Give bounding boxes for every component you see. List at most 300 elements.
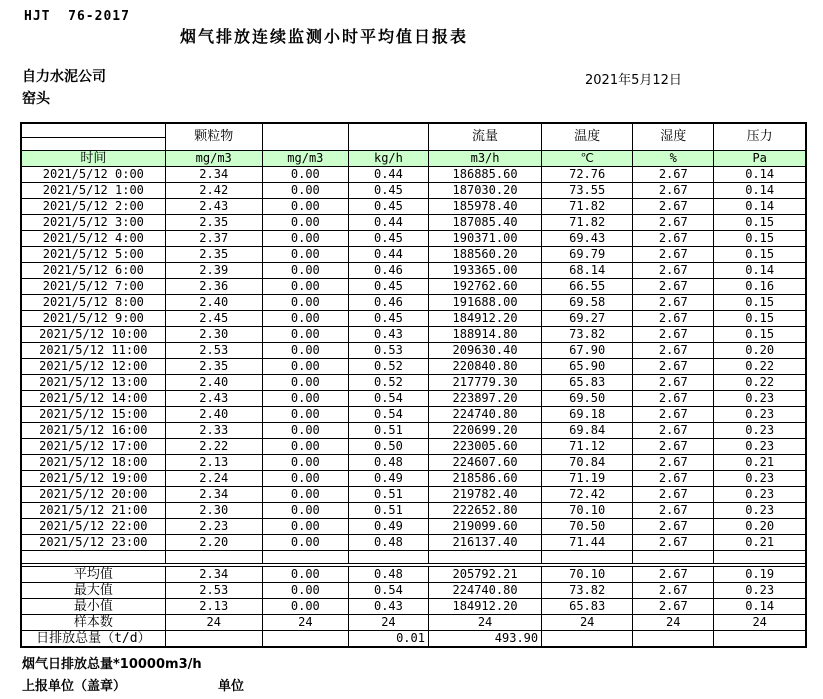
value-cell: 220840.80 xyxy=(428,359,541,375)
value-cell: 2.40 xyxy=(165,375,262,391)
value-cell: 187085.40 xyxy=(428,215,541,231)
value-cell: 2.67 xyxy=(633,423,714,439)
value-cell: 0.00 xyxy=(262,423,348,439)
summary-row xyxy=(21,631,806,648)
value-cell: 69.43 xyxy=(542,231,633,247)
report-table xyxy=(20,122,807,648)
value-cell: 2.67 xyxy=(633,247,714,263)
value-cell: 70.50 xyxy=(542,519,633,535)
summary-value-cell: 0.14 xyxy=(714,599,806,615)
summary-value-cell: 0.01 xyxy=(348,631,428,648)
summary-value-cell: 0.00 xyxy=(262,567,348,583)
table-header xyxy=(21,123,806,167)
time-header: 时间 xyxy=(21,151,165,167)
value-cell: 0.15 xyxy=(714,295,806,311)
value-cell: 0.00 xyxy=(262,295,348,311)
value-cell: 0.23 xyxy=(714,391,806,407)
value-cell: 0.00 xyxy=(262,375,348,391)
time-cell: 2021/5/12 18:00 xyxy=(21,455,165,471)
value-cell: 0.45 xyxy=(348,183,428,199)
value-cell: 0.00 xyxy=(262,359,348,375)
value-cell: 224607.60 xyxy=(428,455,541,471)
table-row xyxy=(21,215,806,231)
value-cell: 2.67 xyxy=(633,407,714,423)
value-cell: 2.33 xyxy=(165,423,262,439)
value-cell: 0.15 xyxy=(714,311,806,327)
value-cell: 2.43 xyxy=(165,199,262,215)
value-cell: 72.76 xyxy=(542,167,633,183)
value-cell: 2.67 xyxy=(633,215,714,231)
summary-value-cell: 24 xyxy=(542,615,633,631)
summary-label: 样本数 xyxy=(21,615,165,631)
value-cell: 0.00 xyxy=(262,343,348,359)
summary-row xyxy=(21,599,806,615)
value-cell: 2.35 xyxy=(165,215,262,231)
value-cell: 2.67 xyxy=(633,471,714,487)
summary-value-cell: 224740.80 xyxy=(428,583,541,599)
time-cell: 2021/5/12 19:00 xyxy=(21,471,165,487)
value-cell: 2.45 xyxy=(165,311,262,327)
summary-value-cell: 24 xyxy=(633,615,714,631)
value-cell: 2.35 xyxy=(165,247,262,263)
time-cell: 2021/5/12 12:00 xyxy=(21,359,165,375)
value-cell: 0.52 xyxy=(348,375,428,391)
summary-value-cell: 493.90 xyxy=(428,631,541,648)
summary-value-cell xyxy=(165,631,262,648)
time-cell: 2021/5/12 21:00 xyxy=(21,503,165,519)
value-cell: 0.00 xyxy=(262,519,348,535)
time-cell: 2021/5/12 0:00 xyxy=(21,167,165,183)
value-cell: 0.00 xyxy=(262,279,348,295)
summary-row xyxy=(21,583,806,599)
value-cell: 185978.40 xyxy=(428,199,541,215)
table-row xyxy=(21,519,806,535)
table-row xyxy=(21,311,806,327)
summary-row xyxy=(21,615,806,631)
value-cell: 71.12 xyxy=(542,439,633,455)
value-cell: 0.51 xyxy=(348,503,428,519)
blank-cell xyxy=(262,551,348,564)
value-cell: 2.22 xyxy=(165,439,262,455)
company-name: 自力水泥公司 xyxy=(22,69,106,85)
value-cell: 0.44 xyxy=(348,247,428,263)
value-cell: 2.40 xyxy=(165,407,262,423)
time-cell: 2021/5/12 20:00 xyxy=(21,487,165,503)
value-cell: 2.42 xyxy=(165,183,262,199)
value-cell: 0.16 xyxy=(714,279,806,295)
value-cell: 69.79 xyxy=(542,247,633,263)
value-cell: 0.45 xyxy=(348,231,428,247)
value-cell: 223897.20 xyxy=(428,391,541,407)
value-cell: 70.10 xyxy=(542,503,633,519)
page-title: 烟气排放连续监测小时平均值日报表 xyxy=(180,27,469,46)
value-cell: 2.53 xyxy=(165,343,262,359)
table-row xyxy=(21,279,806,295)
blank-cell xyxy=(21,551,165,564)
time-cell: 2021/5/12 15:00 xyxy=(21,407,165,423)
summary-value-cell: 24 xyxy=(165,615,262,631)
value-cell: 2.67 xyxy=(633,295,714,311)
value-cell: 2.43 xyxy=(165,391,262,407)
value-cell: 0.20 xyxy=(714,343,806,359)
time-cell: 2021/5/12 6:00 xyxy=(21,263,165,279)
summary-label: 平均值 xyxy=(21,567,165,583)
value-cell: 0.22 xyxy=(714,359,806,375)
summary-value-cell xyxy=(542,631,633,648)
value-cell: 2.67 xyxy=(633,343,714,359)
value-cell: 0.00 xyxy=(262,183,348,199)
value-cell: 0.00 xyxy=(262,215,348,231)
value-cell: 69.58 xyxy=(542,295,633,311)
value-cell: 0.15 xyxy=(714,327,806,343)
summary-value-cell: 65.83 xyxy=(542,599,633,615)
value-cell: 0.45 xyxy=(348,279,428,295)
table-row xyxy=(21,343,806,359)
blank-cell xyxy=(633,551,714,564)
summary-value-cell: 73.82 xyxy=(542,583,633,599)
summary-value-cell: 0.23 xyxy=(714,583,806,599)
standard-code: HJT 76-2017 xyxy=(24,9,130,24)
value-cell: 2.67 xyxy=(633,487,714,503)
summary-value-cell: 0.48 xyxy=(348,567,428,583)
summary-label: 最大值 xyxy=(21,583,165,599)
table-row xyxy=(21,247,806,263)
table-row xyxy=(21,471,806,487)
summary-value-cell: 2.13 xyxy=(165,599,262,615)
value-cell: 2.67 xyxy=(633,359,714,375)
value-cell: 67.90 xyxy=(542,343,633,359)
value-cell: 2.40 xyxy=(165,295,262,311)
summary-row xyxy=(21,567,806,583)
value-cell: 2.20 xyxy=(165,535,262,551)
value-cell: 0.00 xyxy=(262,327,348,343)
value-cell: 2.67 xyxy=(633,519,714,535)
value-cell: 2.34 xyxy=(165,487,262,503)
summary-value-cell: 2.67 xyxy=(633,599,714,615)
value-cell: 0.00 xyxy=(262,199,348,215)
value-cell: 2.67 xyxy=(633,503,714,519)
header-temperature: 温度 xyxy=(542,123,633,151)
unit-celsius: ℃ xyxy=(542,151,633,167)
value-cell: 2.36 xyxy=(165,279,262,295)
station-name: 窑头 xyxy=(22,91,50,107)
value-cell: 71.82 xyxy=(542,215,633,231)
summary-value-cell xyxy=(633,631,714,648)
value-cell: 69.84 xyxy=(542,423,633,439)
value-cell: 2.23 xyxy=(165,519,262,535)
report-unit-label: 上报单位（盖章） xyxy=(22,679,127,694)
summary-value-cell: 2.67 xyxy=(633,583,714,599)
unit-mg-m3-2: mg/m3 xyxy=(262,151,348,167)
time-cell: 2021/5/12 10:00 xyxy=(21,327,165,343)
value-cell: 0.15 xyxy=(714,247,806,263)
header-corner-top-cell xyxy=(21,123,165,138)
value-cell: 0.14 xyxy=(714,167,806,183)
value-cell: 2.37 xyxy=(165,231,262,247)
value-cell: 73.55 xyxy=(542,183,633,199)
report-date: 2021年5月12日 xyxy=(585,73,682,88)
table-row xyxy=(21,439,806,455)
value-cell: 0.21 xyxy=(714,455,806,471)
value-cell: 0.46 xyxy=(348,295,428,311)
value-cell: 2.67 xyxy=(633,199,714,215)
value-cell: 2.67 xyxy=(633,311,714,327)
value-cell: 70.84 xyxy=(542,455,633,471)
value-cell: 73.82 xyxy=(542,327,633,343)
value-cell: 0.00 xyxy=(262,439,348,455)
separator-rows xyxy=(21,551,806,567)
value-cell: 0.00 xyxy=(262,535,348,551)
blank-cell xyxy=(428,551,541,564)
value-cell: 220699.20 xyxy=(428,423,541,439)
blank-row xyxy=(21,551,806,564)
value-cell: 0.21 xyxy=(714,535,806,551)
table-row xyxy=(21,391,806,407)
value-cell: 0.51 xyxy=(348,423,428,439)
header-pressure: 压力 xyxy=(714,123,806,151)
value-cell: 0.51 xyxy=(348,487,428,503)
time-cell: 2021/5/12 9:00 xyxy=(21,311,165,327)
header-corner-bottom-cell xyxy=(21,138,165,151)
value-cell: 0.23 xyxy=(714,471,806,487)
value-cell: 2.30 xyxy=(165,327,262,343)
unit-m3-h: m3/h xyxy=(428,151,541,167)
value-cell: 0.23 xyxy=(714,407,806,423)
time-cell: 2021/5/12 17:00 xyxy=(21,439,165,455)
value-cell: 217779.30 xyxy=(428,375,541,391)
value-cell: 69.50 xyxy=(542,391,633,407)
value-cell: 2.67 xyxy=(633,183,714,199)
summary-value-cell: 184912.20 xyxy=(428,599,541,615)
value-cell: 219782.40 xyxy=(428,487,541,503)
value-cell: 0.23 xyxy=(714,439,806,455)
summary-value-cell: 0.00 xyxy=(262,599,348,615)
value-cell: 0.00 xyxy=(262,247,348,263)
value-cell: 0.49 xyxy=(348,471,428,487)
value-cell: 188914.80 xyxy=(428,327,541,343)
table-row xyxy=(21,167,806,183)
table-row xyxy=(21,407,806,423)
time-cell: 2021/5/12 1:00 xyxy=(21,183,165,199)
value-cell: 2.13 xyxy=(165,455,262,471)
value-cell: 2.67 xyxy=(633,375,714,391)
header-group-row xyxy=(21,123,806,138)
value-cell: 0.46 xyxy=(348,263,428,279)
summary-value-cell: 0.19 xyxy=(714,567,806,583)
table-row xyxy=(21,375,806,391)
value-cell: 69.18 xyxy=(542,407,633,423)
summary-value-cell: 24 xyxy=(428,615,541,631)
value-cell: 0.49 xyxy=(348,519,428,535)
value-cell: 0.23 xyxy=(714,423,806,439)
value-cell: 187030.20 xyxy=(428,183,541,199)
value-cell: 2.67 xyxy=(633,167,714,183)
value-cell: 184912.20 xyxy=(428,311,541,327)
time-cell: 2021/5/12 2:00 xyxy=(21,199,165,215)
summary-value-cell: 24 xyxy=(348,615,428,631)
value-cell: 0.23 xyxy=(714,503,806,519)
value-cell: 66.55 xyxy=(542,279,633,295)
unit-kg-h: kg/h xyxy=(348,151,428,167)
value-cell: 0.54 xyxy=(348,407,428,423)
value-cell: 0.23 xyxy=(714,487,806,503)
value-cell: 2.39 xyxy=(165,263,262,279)
value-cell: 0.45 xyxy=(348,199,428,215)
unit-label: 单位 xyxy=(218,679,245,694)
header-humidity: 湿度 xyxy=(633,123,714,151)
table-row xyxy=(21,359,806,375)
daily-total-note: 烟气日排放总量*10000m3/h xyxy=(22,657,202,672)
value-cell: 0.15 xyxy=(714,215,806,231)
blank-cell xyxy=(165,551,262,564)
value-cell: 190371.00 xyxy=(428,231,541,247)
value-cell: 2.67 xyxy=(633,455,714,471)
value-cell: 0.44 xyxy=(348,215,428,231)
table-row xyxy=(21,231,806,247)
unit-mg-m3: mg/m3 xyxy=(165,151,262,167)
time-cell: 2021/5/12 7:00 xyxy=(21,279,165,295)
value-cell: 0.44 xyxy=(348,167,428,183)
time-cell: 2021/5/12 3:00 xyxy=(21,215,165,231)
table-row xyxy=(21,199,806,215)
time-cell: 2021/5/12 23:00 xyxy=(21,535,165,551)
value-cell: 0.48 xyxy=(348,455,428,471)
table-row xyxy=(21,535,806,551)
table-row xyxy=(21,503,806,519)
table-row xyxy=(21,455,806,471)
value-cell: 71.82 xyxy=(542,199,633,215)
value-cell: 65.83 xyxy=(542,375,633,391)
value-cell: 0.50 xyxy=(348,439,428,455)
value-cell: 209630.40 xyxy=(428,343,541,359)
value-cell: 0.22 xyxy=(714,375,806,391)
header-flow: 流量 xyxy=(428,123,541,151)
value-cell: 191688.00 xyxy=(428,295,541,311)
summary-value-cell: 0.00 xyxy=(262,583,348,599)
value-cell: 222652.80 xyxy=(428,503,541,519)
value-cell: 2.24 xyxy=(165,471,262,487)
value-cell: 223005.60 xyxy=(428,439,541,455)
value-cell: 2.67 xyxy=(633,535,714,551)
table-row xyxy=(21,423,806,439)
value-cell: 0.00 xyxy=(262,391,348,407)
summary-value-cell: 0.43 xyxy=(348,599,428,615)
value-cell: 192762.60 xyxy=(428,279,541,295)
blank-cell xyxy=(348,551,428,564)
value-cell: 0.00 xyxy=(262,263,348,279)
value-cell: 0.53 xyxy=(348,343,428,359)
value-cell: 2.67 xyxy=(633,231,714,247)
time-cell: 2021/5/12 8:00 xyxy=(21,295,165,311)
blank-cell xyxy=(542,551,633,564)
units-row xyxy=(21,151,806,167)
time-cell: 2021/5/12 13:00 xyxy=(21,375,165,391)
summary-rows xyxy=(21,567,806,648)
value-cell: 2.67 xyxy=(633,263,714,279)
time-cell: 2021/5/12 5:00 xyxy=(21,247,165,263)
value-cell: 0.00 xyxy=(262,471,348,487)
data-rows xyxy=(21,167,806,551)
time-cell: 2021/5/12 11:00 xyxy=(21,343,165,359)
value-cell: 2.30 xyxy=(165,503,262,519)
value-cell: 69.27 xyxy=(542,311,633,327)
summary-label: 最小值 xyxy=(21,599,165,615)
unit-percent: % xyxy=(633,151,714,167)
value-cell: 188560.20 xyxy=(428,247,541,263)
value-cell: 71.44 xyxy=(542,535,633,551)
summary-value-cell: 205792.21 xyxy=(428,567,541,583)
table-row xyxy=(21,183,806,199)
value-cell: 0.45 xyxy=(348,311,428,327)
table-row xyxy=(21,295,806,311)
summary-value-cell: 2.53 xyxy=(165,583,262,599)
value-cell: 0.14 xyxy=(714,263,806,279)
value-cell: 2.34 xyxy=(165,167,262,183)
value-cell: 218586.60 xyxy=(428,471,541,487)
header-blank-col4 xyxy=(348,123,428,151)
table-row xyxy=(21,487,806,503)
summary-value-cell: 2.34 xyxy=(165,567,262,583)
value-cell: 0.00 xyxy=(262,167,348,183)
value-cell: 0.43 xyxy=(348,327,428,343)
value-cell: 0.00 xyxy=(262,231,348,247)
value-cell: 2.35 xyxy=(165,359,262,375)
time-cell: 2021/5/12 4:00 xyxy=(21,231,165,247)
value-cell: 0.00 xyxy=(262,455,348,471)
summary-value-cell xyxy=(714,631,806,648)
value-cell: 0.48 xyxy=(348,535,428,551)
value-cell: 0.14 xyxy=(714,199,806,215)
value-cell: 65.90 xyxy=(542,359,633,375)
summary-label: 日排放总量（t/d） xyxy=(21,631,165,648)
summary-value-cell: 24 xyxy=(262,615,348,631)
value-cell: 0.15 xyxy=(714,231,806,247)
signature-row xyxy=(22,675,522,694)
value-cell: 72.42 xyxy=(542,487,633,503)
value-cell: 2.67 xyxy=(633,439,714,455)
time-cell: 2021/5/12 22:00 xyxy=(21,519,165,535)
summary-value-cell: 2.67 xyxy=(633,567,714,583)
table-row xyxy=(21,327,806,343)
value-cell: 0.52 xyxy=(348,359,428,375)
table-row xyxy=(21,263,806,279)
value-cell: 186885.60 xyxy=(428,167,541,183)
value-cell: 2.67 xyxy=(633,327,714,343)
value-cell: 0.20 xyxy=(714,519,806,535)
time-cell: 2021/5/12 14:00 xyxy=(21,391,165,407)
summary-value-cell: 70.10 xyxy=(542,567,633,583)
blank-cell xyxy=(714,551,806,564)
summary-value-cell: 0.54 xyxy=(348,583,428,599)
value-cell: 2.67 xyxy=(633,279,714,295)
value-cell: 2.67 xyxy=(633,391,714,407)
value-cell: 68.14 xyxy=(542,263,633,279)
value-cell: 0.00 xyxy=(262,407,348,423)
summary-value-cell: 24 xyxy=(714,615,806,631)
value-cell: 224740.80 xyxy=(428,407,541,423)
value-cell: 0.00 xyxy=(262,503,348,519)
header-particulate: 颗粒物 xyxy=(165,123,262,151)
value-cell: 0.00 xyxy=(262,487,348,503)
time-cell: 2021/5/12 16:00 xyxy=(21,423,165,439)
value-cell: 219099.60 xyxy=(428,519,541,535)
value-cell: 0.54 xyxy=(348,391,428,407)
header-blank-col3 xyxy=(262,123,348,151)
value-cell: 216137.40 xyxy=(428,535,541,551)
summary-value-cell xyxy=(262,631,348,648)
value-cell: 193365.00 xyxy=(428,263,541,279)
unit-pa: Pa xyxy=(714,151,806,167)
